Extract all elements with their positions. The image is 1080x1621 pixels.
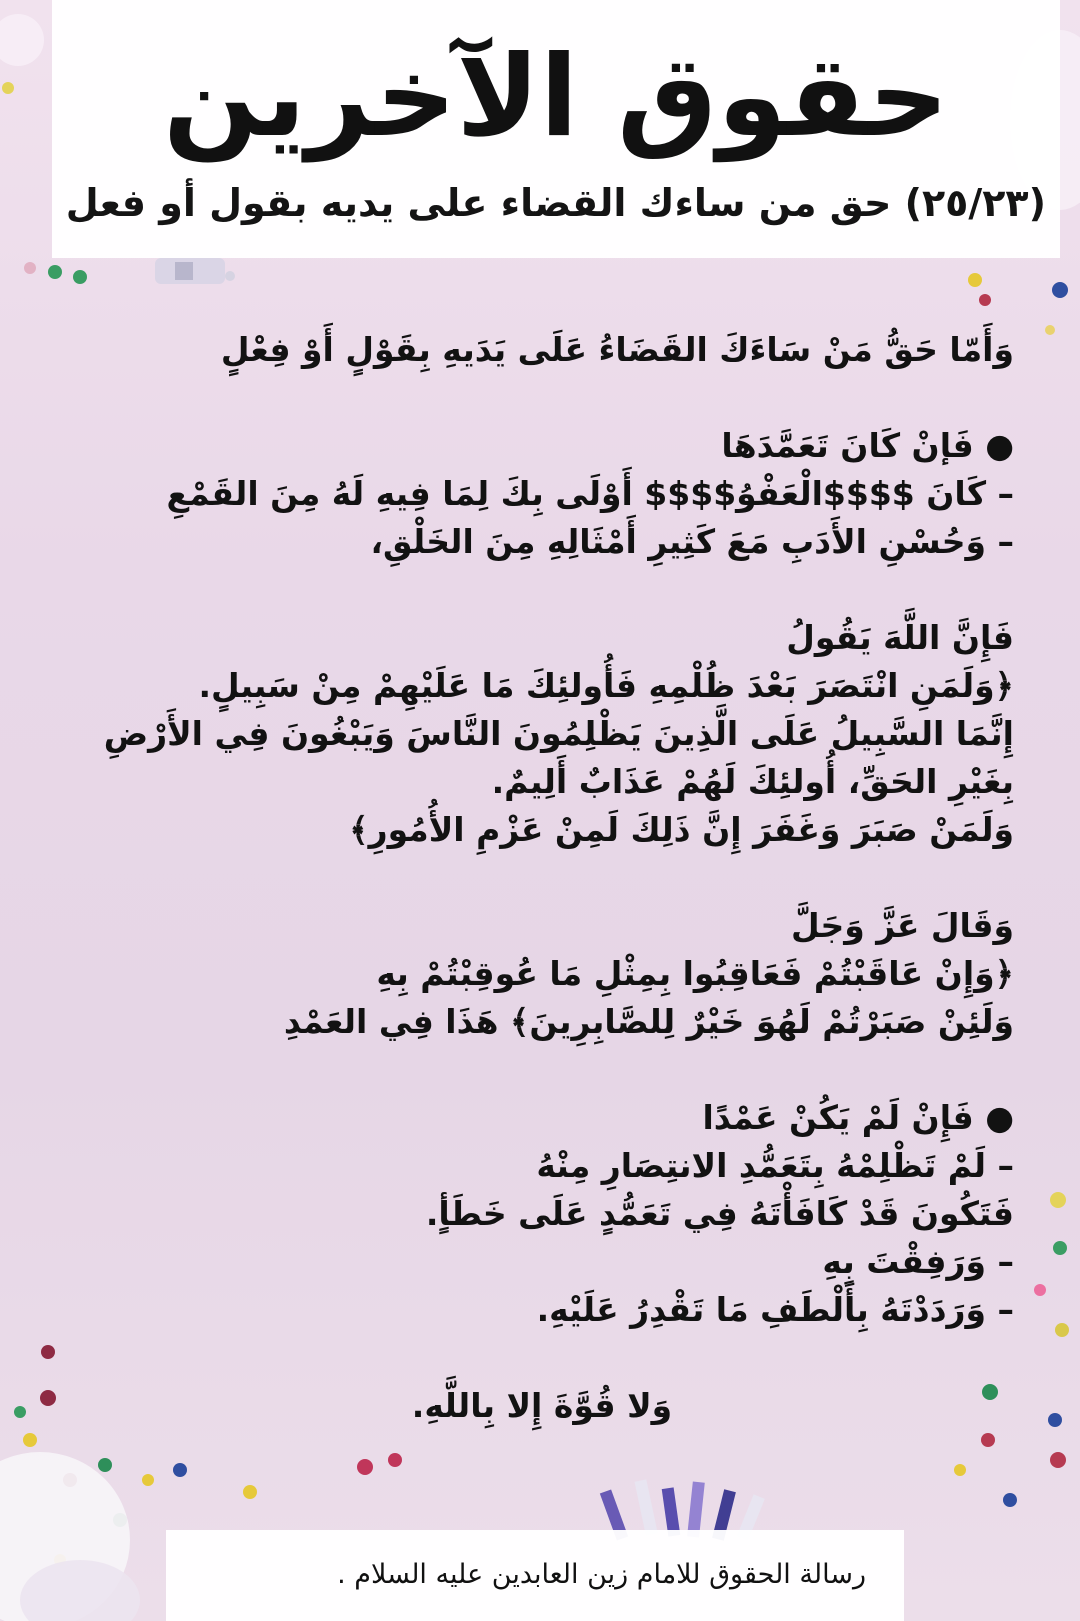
quote1-intro: فَإِنَّ اللَّهَ يَقُولُ [786,618,1014,657]
section1-line: – وَحُسْنِ الأَدَبِ مَعَ كَثِيرِ أَمْثَالِهِ مِنَ الخَلْقِ، [370,522,1014,561]
quote1-line: وَلَمَنْ صَبَرَ وَغَفَرَ إِنَّ ذَلِكَ لَمِنْ عَزْمِ الأُمُورِ﴾ [349,810,1014,849]
quote1-line: بِغَيْرِ الحَقِّ، أُولئِكَ لَهُمْ عَذَابٌ أَلِيمٌ. [491,762,1014,801]
section2-heading: ● فَإِنْ لَمْ يَكُنْ عَمْدًا [702,1098,1014,1137]
section2-line: – لَمْ تَظْلِمْهُ بِتَعَمُّدِ الانتِصَارِ مِنْهُ [536,1146,1014,1185]
quote1-line: ﴿وَلَمَنِ انْتَصَرَ بَعْدَ ظُلْمِهِ فَأُولئِكَ مَا عَلَيْهِمْ مِنْ سَبِيلٍ. [198,666,1014,705]
quote2-intro: وَقَالَ عَزَّ وَجَلَّ [791,906,1014,945]
section2-line: فَتَكُونَ قَدْ كَافَأْتَهُ فِي تَعَمُّدٍ عَلَى خَطَأٍ. [425,1194,1014,1233]
footer-caption: رسالة الحقوق للامام زين العابدين عليه السلام . [337,1559,866,1590]
section1-heading: ● فَإنْ كَانَ تَعَمَّدَهَا [721,426,1014,465]
section2-line: – وَرَفِقْتَ بِهِ [822,1242,1014,1281]
section1-line: – كَانَ $$$$الْعَفْوُ$$$$ أَوْلَى بِكَ لِمَا فِيهِ لَهُ مِنَ القَمْعِ [166,474,1014,513]
quote1-line: إِنَّمَا السَّبِيلُ عَلَى الَّذِينَ يَظْلِمُونَ النَّاسَ وَيَبْغُونَ فِي الأَرْضِ [103,714,1014,753]
page-subtitle: (٢٥/٢٣) حق من ساءك القضاء على يديه بقول أو فعل [65,181,1046,225]
page-title: حقوق الآخرين [163,32,949,162]
intro-line: وَأَمّا حَقُّ مَنْ سَاءَكَ القَضَاءُ عَلَى يَدَيهِ بِقَوْلٍ أَوْ فِعْلٍ [220,330,1014,369]
quote2-line: وَلَئِنْ صَبَرْتُمْ لَهُوَ خَيْرٌ لِلصَّابِرِينَ﴾ هَذَا فِي العَمْدِ [283,1002,1014,1041]
quote2-line: ﴿وَإِنْ عَاقَبْتُمْ فَعَاقِبُوا بِمِثْلِ مَا عُوقِبْتُمْ بِهِ [376,954,1014,993]
main-text [70,326,1014,1430]
closing-line: وَلا قُوَّةَ إِلا بِاللَّهِ. [411,1386,673,1425]
section2-line: – وَرَدَدْتَهُ بِأَلْطَفِ مَا تَقْدِرُ عَلَيْهِ. [536,1290,1014,1329]
